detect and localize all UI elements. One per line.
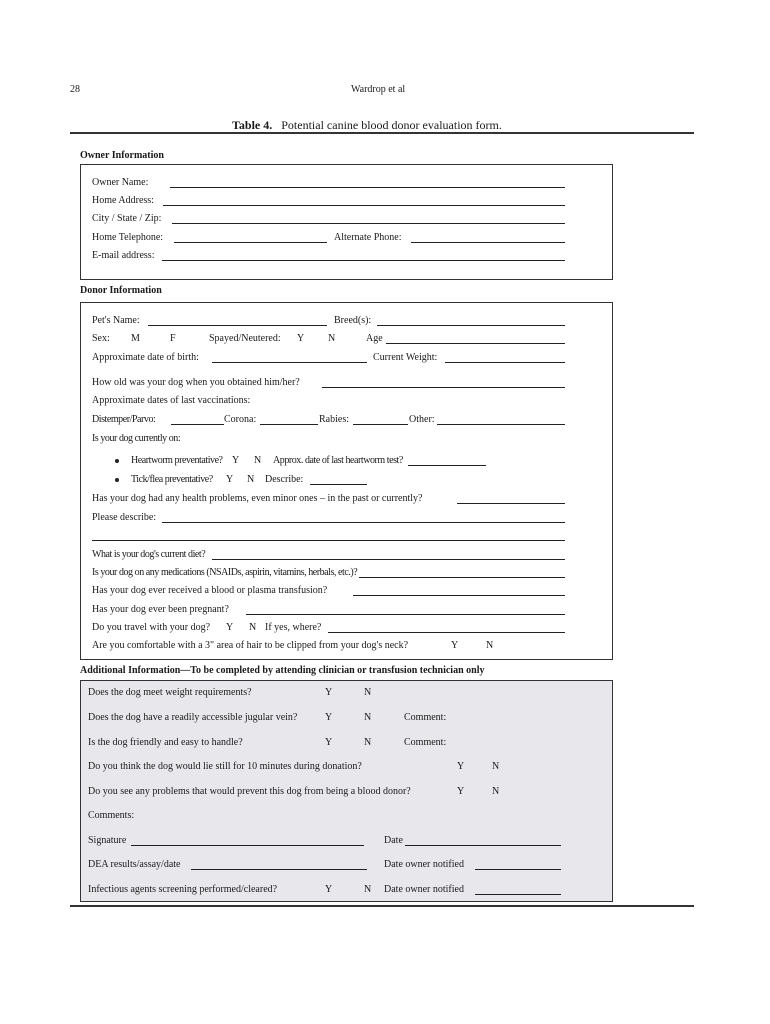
- email-field[interactable]: [162, 260, 565, 261]
- signature-label: Signature: [88, 835, 127, 846]
- lie-still-question: Do you think the dog would lie still for 10 minutes during donation?: [88, 761, 362, 772]
- travel-yes-option[interactable]: Y: [226, 622, 234, 633]
- medications-label: Is your dog on any medications (NSAIDs, aspirin, vitamins, herbals, etc.)?: [92, 567, 358, 578]
- medications-field[interactable]: [359, 577, 565, 578]
- corona-label: Corona:: [224, 414, 257, 425]
- current-weight-field[interactable]: [445, 362, 565, 363]
- home-telephone-label: Home Telephone:: [92, 232, 164, 243]
- currently-on-label: Is your dog currently on:: [92, 433, 181, 444]
- owner-name-label: Owner Name:: [92, 177, 149, 188]
- owner-notified-field[interactable]: [475, 869, 561, 870]
- obtained-age-label: How old was your dog when you obtained him/her?: [92, 377, 300, 388]
- heartworm-no-option[interactable]: N: [254, 455, 262, 466]
- health-problems-label: Has your dog had any health problems, even minor ones – in the past or currently?: [92, 493, 423, 504]
- lie-still-yes-option[interactable]: Y: [457, 761, 465, 772]
- friendly-no-option[interactable]: N: [364, 737, 372, 748]
- distemper-field[interactable]: [171, 424, 224, 425]
- weight-requirement-question: Does the dog meet weight requirements?: [88, 687, 252, 698]
- clip-hair-label: Are you comfortable with a 3" area of hair to be clipped from your dog's neck?: [92, 640, 409, 651]
- please-describe-label: Please describe:: [92, 512, 157, 523]
- dob-label: Approximate date of birth:: [92, 352, 199, 363]
- rabies-label: Rabies:: [319, 414, 349, 425]
- top-rule: [70, 132, 694, 134]
- corona-field[interactable]: [260, 424, 318, 425]
- pregnant-field[interactable]: [246, 614, 565, 615]
- other-label: Other:: [409, 414, 435, 425]
- other-field[interactable]: [437, 424, 565, 425]
- tick-flea-label: Tick/flea preventative?: [131, 474, 213, 485]
- bottom-rule: [70, 905, 694, 907]
- travel-no-option[interactable]: N: [249, 622, 257, 633]
- home-address-field[interactable]: [163, 205, 565, 206]
- heartworm-test-date-field[interactable]: [408, 465, 486, 466]
- owner-name-field[interactable]: [170, 187, 565, 188]
- alternate-phone-label: Alternate Phone:: [334, 232, 402, 243]
- city-state-zip-label: City / State / Zip:: [92, 213, 162, 224]
- friendly-comment-label: Comment:: [404, 737, 447, 748]
- dea-results-field[interactable]: [191, 869, 367, 870]
- travel-where-field[interactable]: [328, 632, 565, 633]
- heartworm-yes-option[interactable]: Y: [232, 455, 240, 466]
- table-title-label: Table 4.: [232, 118, 273, 132]
- travel-where-label: If yes, where?: [265, 622, 322, 633]
- breed-label: Breed(s):: [334, 315, 372, 326]
- tick-describe-field[interactable]: [310, 484, 367, 485]
- transfusion-label: Has your dog ever received a blood or plasma transfusion?: [92, 585, 328, 596]
- weight-yes-option[interactable]: Y: [325, 687, 333, 698]
- distemper-label: Distemper/Parvo:: [92, 414, 156, 425]
- lie-still-no-option[interactable]: N: [492, 761, 500, 772]
- donor-problems-question: Do you see any problems that would prevent this dog from being a blood donor?: [88, 786, 411, 797]
- home-telephone-field[interactable]: [174, 242, 327, 243]
- dea-results-label: DEA results/assay/date: [88, 859, 181, 870]
- sex-m-option[interactable]: M: [131, 333, 140, 344]
- jugular-yes-option[interactable]: Y: [325, 712, 333, 723]
- diet-label: What is your dog's current diet?: [92, 549, 206, 560]
- breed-field[interactable]: [377, 325, 565, 326]
- tick-describe-label: Describe:: [265, 474, 304, 485]
- clip-no-option[interactable]: N: [486, 640, 494, 651]
- comments-label: Comments:: [88, 810, 135, 821]
- tick-flea-yes-option[interactable]: Y: [226, 474, 234, 485]
- please-describe-field[interactable]: [162, 522, 565, 523]
- current-weight-label: Current Weight:: [373, 352, 438, 363]
- age-field[interactable]: [386, 343, 565, 344]
- bullet-icon: [115, 459, 119, 463]
- sex-f-option[interactable]: F: [170, 333, 176, 344]
- transfusion-field[interactable]: [353, 595, 565, 596]
- infectious-no-option[interactable]: N: [364, 884, 372, 895]
- rabies-field[interactable]: [353, 424, 408, 425]
- pregnant-label: Has your dog ever been pregnant?: [92, 604, 229, 615]
- signature-field[interactable]: [131, 845, 364, 846]
- obtained-age-field[interactable]: [322, 387, 565, 388]
- email-label: E-mail address:: [92, 250, 155, 261]
- friendly-yes-option[interactable]: Y: [325, 737, 333, 748]
- spayed-no-option[interactable]: N: [328, 333, 336, 344]
- health-problems-field[interactable]: [457, 503, 565, 504]
- jugular-no-option[interactable]: N: [364, 712, 372, 723]
- spayed-neutered-label: Spayed/Neutered:: [209, 333, 281, 344]
- owner-notified-label: Date owner notified: [384, 859, 464, 870]
- donor-problems-no-option[interactable]: N: [492, 786, 500, 797]
- city-state-zip-field[interactable]: [172, 223, 565, 224]
- jugular-comment-label: Comment:: [404, 712, 447, 723]
- spayed-yes-option[interactable]: Y: [297, 333, 305, 344]
- diet-field[interactable]: [212, 559, 565, 560]
- signature-date-field[interactable]: [405, 845, 561, 846]
- infectious-owner-notified-label: Date owner notified: [384, 884, 464, 895]
- additional-heading: Additional Information—To be completed by attending clinician or transfusion technician only: [80, 665, 485, 676]
- table-title-text: Potential canine blood donor evaluation form.: [281, 118, 502, 132]
- sex-label: Sex:: [92, 333, 110, 344]
- please-describe-field-2[interactable]: [92, 540, 565, 541]
- heartworm-label: Heartworm preventative?: [131, 455, 223, 466]
- weight-no-option[interactable]: N: [364, 687, 372, 698]
- owner-heading: Owner Information: [80, 150, 164, 161]
- home-address-label: Home Address:: [92, 195, 154, 206]
- page-number: 28: [70, 84, 80, 95]
- infectious-screening-label: Infectious agents screening performed/cleared?: [88, 884, 278, 895]
- donor-heading: Donor Information: [80, 285, 162, 296]
- friendly-question: Is the dog friendly and easy to handle?: [88, 737, 243, 748]
- alternate-phone-field[interactable]: [411, 242, 565, 243]
- jugular-vein-question: Does the dog have a readily accessible jugular vein?: [88, 712, 298, 723]
- signature-date-label: Date: [384, 835, 403, 846]
- age-label: Age: [366, 333, 383, 344]
- infectious-yes-option[interactable]: Y: [325, 884, 333, 895]
- infectious-owner-notified-field[interactable]: [475, 894, 561, 895]
- pet-name-field[interactable]: [148, 325, 327, 326]
- clip-yes-option[interactable]: Y: [451, 640, 459, 651]
- tick-flea-no-option[interactable]: N: [247, 474, 255, 485]
- donor-problems-yes-option[interactable]: Y: [457, 786, 465, 797]
- running-title: Wardrop et al: [351, 84, 406, 95]
- bullet-icon: [115, 478, 119, 482]
- pet-name-label: Pet's Name:: [92, 315, 140, 326]
- dob-field[interactable]: [212, 362, 367, 363]
- vaccinations-label: Approximate dates of last vaccinations:: [92, 395, 251, 406]
- table-title: [232, 118, 502, 132]
- heartworm-test-date-label: Approx. date of last heartworm test?: [273, 455, 403, 466]
- travel-label: Do you travel with your dog?: [92, 622, 211, 633]
